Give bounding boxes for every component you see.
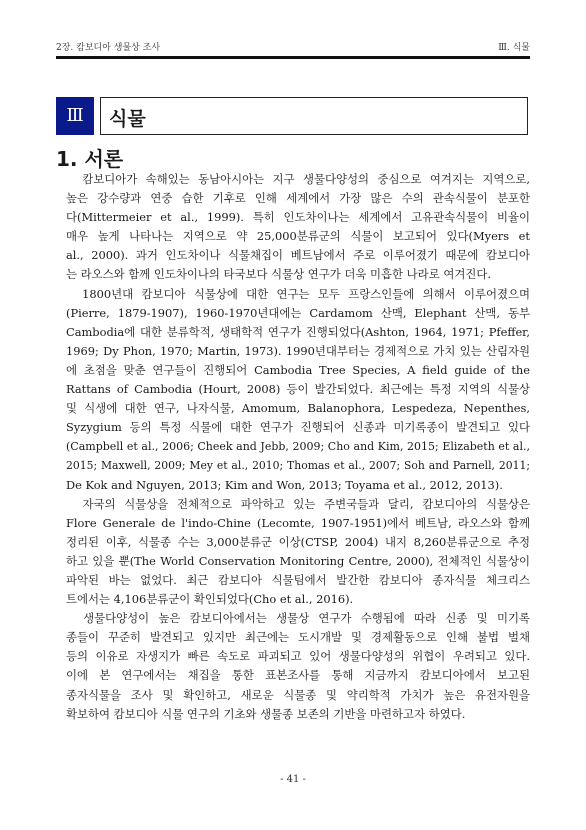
body-line: Flore Generale de l'indo-Chine (Lecomte, 1907-1951)에서 베트남, 라오스와 함께 <box>66 515 530 530</box>
header-rule <box>56 56 530 59</box>
section-title: 1. 서론 <box>56 147 124 171</box>
body-line: 및 식생에 대한 연구, 나자식물, Amomum, Balanophora, Lespedeza, Nepenthes, <box>66 401 530 416</box>
running-header-chapter: 2장. 캄보디아 생물상 조사 <box>56 43 161 53</box>
body-line: Syzygium 등의 특정 식물에 대한 연구가 진행되어 신종과 미기록종이 발견되고 있다 <box>66 420 530 435</box>
chapter-heading <box>56 97 528 135</box>
body-text <box>66 170 530 724</box>
body-line: 1969; Dy Phon, 1970; Martin, 1973). 1990년대부터는 경제적으로 가치 있는 산림자원 <box>66 343 530 358</box>
body-line: (Pierre, 1879-1907), 1960-1970년대에는 Cardamom 산맥, Elephant 산맥, 동부 <box>66 305 530 320</box>
body-line: 캄보디아가 속해있는 동남아시아는 지구 생물다양성의 중심으로 여겨지는 지역으로, <box>66 172 530 186</box>
body-line: 생물다양성이 높은 캄보디아에서는 생물상 연구가 수행됨에 따라 신종 및 미기록 <box>66 611 530 626</box>
body-line: Rattans of Cambodia (Hourt, 2008) 등이 발간되었다. 최근에는 특정 지역의 식물상 <box>66 382 530 397</box>
body-line: Cambodia에 대한 분류학적, 생태학적 연구가 진행되었다(Ashton, 1964, 1971; Pfeffer, <box>66 324 530 339</box>
body-line: 높은 강수량과 연중 습한 기후로 인해 세계에서 가장 많은 수의 관속식물이 분포한 <box>66 191 530 206</box>
body-line: 확보하여 캄보디아 식물 연구의 기초와 생물종 보존의 기반을 마련하고자 하였다. <box>66 706 466 721</box>
body-line: De Kok and Nguyen, 2013; Kim and Won, 2013; Toyama et al., 2012, 2013). <box>66 477 503 492</box>
body-line: 자국의 식물상을 전체적으로 파악하고 있는 주변국들과 달리, 캄보디아의 식물상은 <box>66 496 530 511</box>
body-line: 종자식물을 조사 및 확인하고, 새로운 식물종 및 약리학적 가치가 높은 유전자원을 <box>66 687 530 702</box>
body-line: 매우 높게 나타나는 지역으로 약 25,000분류군의 식물이 보고되어 있다(Myers et <box>66 229 530 244</box>
body-line: 파악된 바는 없었다. 최근 캄보디아 식물팀에서 발간한 캄보디아 종자식물 체크리스 <box>66 572 530 587</box>
body-line: 1800년대 캄보디아 식물상에 대한 연구는 모두 프랑스인들에 의해서 이루어졌으며 <box>66 286 530 301</box>
body-line: 종들이 꾸준히 발견되고 있지만 최근에는 도시개발 및 경제활동으로 인해 불법 벌채 <box>66 630 530 645</box>
running-header <box>56 40 530 54</box>
body-line: 등의 이유로 자생지가 빠른 속도로 파괴되고 있어 생물다양성의 위협이 우려되고 있다. <box>66 649 530 664</box>
body-line: 에 초점을 맞춘 연구들이 진행되어 Cambodia Tree Species, A field guide of the <box>66 362 530 377</box>
running-header-section: Ⅲ. 식물 <box>498 43 530 53</box>
chapter-number-badge: Ⅲ <box>56 97 94 135</box>
body-line: 다(Mittermeier et al., 1999). 특히 인도차이나는 세계에서 고유관속식물이 비율이 <box>66 210 530 225</box>
body-line: 트에서는 4,106분류군이 확인되었다(Cho et al., 2016). <box>66 592 354 607</box>
body-line: 하고 있을 뿐(The World Conservation Monitoring Centre, 2000), 전체적인 식물상이 <box>66 553 530 568</box>
body-line: 2015; Maxwell, 2009; Mey et al., 2010; Thomas et al., 2007; Soh and Parnell, 2011; <box>66 459 530 473</box>
body-line: al., 2000). 과거 인도차이나 식물채집이 베트남에서 주로 이루어졌기 때문에 캄보디아 <box>66 248 530 263</box>
page-number: - 41 - <box>280 774 306 785</box>
body-line: 정리된 이후, 식물종 수는 3,000분류군 이상(CTSP, 2004) 내지 8,260분류군으로 추정 <box>66 534 530 549</box>
chapter-title: 식물 <box>109 108 146 130</box>
body-line: 는 라오스와 함께 인도차이나의 타국보다 식물상 연구가 더욱 미흡한 나라로 여겨진다. <box>66 267 491 282</box>
body-line: 이에 본 연구에서는 채집을 통한 표본조사를 통해 지금까지 캄보디아에서 보고된 <box>66 668 530 683</box>
body-line: (Campbell et al., 2006; Cheek and Jebb, 2009; Cho and Kim, 2015; Elizabeth et al., <box>66 440 530 454</box>
chapter-title-box <box>100 97 528 135</box>
